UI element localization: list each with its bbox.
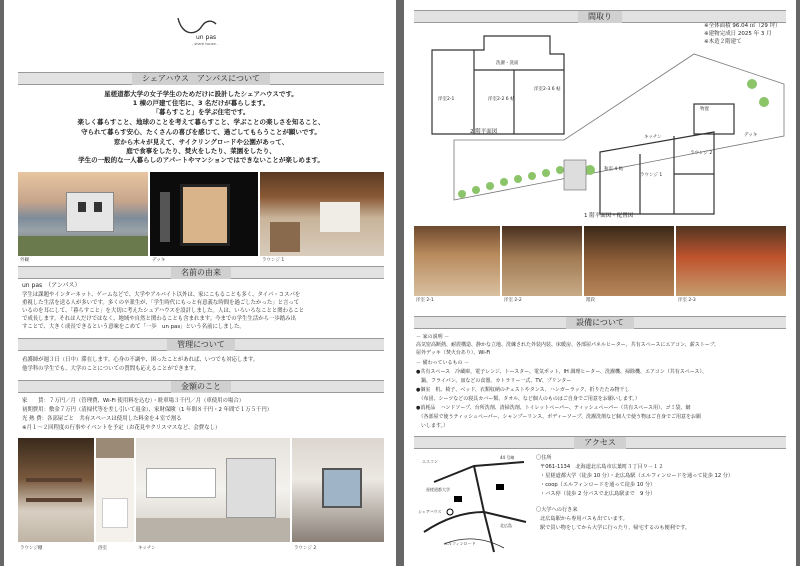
caption-lounge2: ラウンジ 2 (294, 546, 317, 551)
photo-lounge2 (292, 438, 384, 542)
caption-stairs: 階段 (586, 298, 595, 303)
caption-room-23: 洋室 2-3 (678, 298, 696, 303)
plan-label-room: 洋室2-1 (438, 97, 455, 102)
facilities-line: ●消耗品 ハンドソープ、台所洗剤、清掃洗剤、トイレットペーパー、ティッシュペーパー（共有スペース用）、ゴミ袋、網 (416, 405, 691, 411)
management-line: 他学科の学生でも、大学のことについての質問も応えることができます。 (22, 366, 200, 372)
plan-label-room: デッキ (744, 133, 758, 138)
plan-label-room: 洋室2-3 6 帖 (534, 87, 561, 92)
photo-lounge1 (260, 172, 384, 256)
name-line: un pas （アンパス） (22, 282, 81, 289)
about-title: シェアハウス アンパスについて (132, 73, 270, 85)
intro-line: 星槎道都大学の女子学生のためだけに設計したシェアハウスです。 (104, 90, 298, 98)
map-label: 44 号線 (500, 455, 515, 460)
access-banner (414, 436, 786, 449)
photo-kitchen (136, 438, 290, 542)
caption-lounge-shelf: ラウンジ棚 (20, 546, 43, 551)
management-banner (18, 338, 384, 351)
logo-name: un pas (196, 34, 217, 41)
map-label: 星槎道都大学 (426, 487, 450, 492)
plan-label-room: キッチン (644, 135, 662, 140)
caption-bath: 浴室 (98, 546, 107, 551)
plan-label-room: 洗濯・洗面 (496, 61, 519, 66)
facilities-line: 屋外デッキ（焚火台あり）、Wi-Fi (416, 350, 491, 356)
plan-label-floor1: 1 階平面図・配置図 (584, 213, 634, 219)
caption-room-21: 洋室 2-1 (416, 298, 434, 303)
plan-label-room: 和室 4 帖 (604, 167, 624, 172)
map-label: エルフィンロード (444, 541, 476, 546)
intro-line: 守られて暮らす安心、たくさんの喜びを感じて、過ごしてもらうことが願いです。 (81, 128, 321, 136)
plan-label-room: 洋室2-2 6 帖 (488, 97, 515, 102)
intro-line: 庭で食事をしたり、焚火をしたり、菜園をしたり、 (126, 147, 276, 155)
plan-label-room: ラウンジ 2 (690, 151, 713, 156)
photo-lounge-shelf (18, 438, 94, 542)
name-line: で成長します。それは人だけではなく、地域や自然と関わることも含まれます。今までの学生生活から一歩踏み出 (22, 316, 296, 322)
facilities-line: ●個室 机、椅子、ベッド、衣類収納のチェストやタンス、ハンガーラック、折りたたみ物干し (416, 387, 630, 393)
access-line: 〒061-1134 北海道北広島市広葉町３丁目９－１２ (540, 464, 664, 470)
costs-line: 家 賃：７万円／月（管理費、Wi-Fi 使用料を込む）・駐車場３千円／月（車使用の場合） (22, 398, 245, 404)
facilities-line: いします。） (416, 423, 449, 429)
intro-line: 窓から木々が見えて、サイクリングロードや公園があって、 (113, 138, 289, 146)
photo-exterior (18, 172, 148, 256)
intro-line: 「暮らすこと」を学ぶ住宅です。 (152, 108, 250, 116)
access-line: 〇住所 (536, 455, 552, 461)
costs-title: 金額のこと (171, 381, 231, 393)
intro-line: 楽しく暮らすこと、地球のことを考えて暮らすこと、学ぶことの楽しさを知ること、 (77, 118, 325, 126)
costs-banner (18, 380, 384, 393)
left-page (4, 0, 396, 566)
costs-line: ※月１～２回程度の行事やイベントを予定（お花見やクリスマスなど、会費なし） (22, 425, 221, 431)
facilities-line: 高気密高断熱、耐震構造、静かな立地、洗練された外装内装、床暖房、各部屋パネルヒーター、共有スペースにエアコン、薪ストーブ、 (416, 342, 720, 348)
map-label: 北広島 (500, 523, 512, 528)
name-banner (18, 266, 384, 279)
caption-room-22: 洋室 2-2 (504, 298, 522, 303)
map-label: エスコン (422, 459, 438, 464)
access-line: 北広島駅から専用バスも出ています。 (540, 516, 628, 522)
map-label: シェアハウス (418, 509, 442, 514)
facilities-line: 鍋、フライパン、皿などの食器、カトラリー一式、TV、プリンター (416, 378, 572, 384)
plan-info-line: ※建物完成日 2025 年 3 月 (704, 31, 772, 37)
costs-line: 光 熱 費：各部屋ごと 共有スペースは使用した料金を４室で割る (22, 416, 182, 422)
facilities-banner (414, 316, 786, 329)
plan-info-line: ※木造２階建て (704, 39, 742, 45)
intro-line: 1 棟の戸建て住宅に、3 名だけが暮らします。 (132, 99, 270, 107)
caption-deck: デッキ (152, 258, 166, 263)
name-line: 学生は課題やインターネット、ゲームなどで、大学やアルバイト以外は、家にこもることも多く、タイパ・コスパを (22, 292, 301, 298)
facilities-line: － 備わっているもの － (416, 360, 470, 366)
photo-deck (150, 172, 258, 256)
name-title: 名前の由来 (171, 267, 231, 279)
photo-room-23 (676, 226, 786, 296)
facilities-title: 設備について (566, 317, 634, 329)
about-banner (18, 72, 384, 85)
name-line: すことで、大きく成長できるという意味をこめて「一歩 un pas」という名前にしました。 (22, 324, 245, 330)
plan-info-line: ※全体面積 96.04 ㎡（29 坪） (704, 23, 781, 29)
logo (172, 14, 232, 48)
floorplan-drawing (414, 24, 786, 220)
photo-room-22 (502, 226, 582, 296)
access-line: ・星槎道都大学（徒歩 10 分）・北広島駅（エルフィンロードを通って徒歩 12 分） (540, 473, 734, 479)
intro-line: 学生の一般的な一人暮らしのアパートやマンションではできないことが楽しめます。 (78, 156, 324, 164)
photo-room-21 (414, 226, 500, 296)
facilities-line: ●共有スペース 冷蔵庫、電子レンジ、トースター、電気ポット、IH 調理ヒーター、洗濯機、掃除機、エアコン（共有スペース）、 (416, 369, 707, 375)
caption-lounge1: ラウンジ 1 (262, 258, 285, 263)
facilities-line: （各部屋で使うティッシュペーパー、シャンプーリンス、ボディーソープ、洗濯洗剤など個人で使う物はご自身でご用意をお願 (416, 414, 702, 420)
logo-mark (172, 14, 232, 36)
name-line: いるのを耳にして、「暮らすこと」を大切に考えたシェアハウスを設計しました。人は、いろいろなことと関わること (22, 308, 305, 314)
floorplan-title: 間取り (578, 11, 622, 23)
facilities-line: （布団、シーツなどの寝具カバー類、タオル、など個人のものはご自身でご用意をお願いします。） (416, 396, 641, 402)
management-title: 管理について (167, 339, 235, 351)
photo-stairs (584, 226, 674, 296)
plan-label-room: 物置 (700, 107, 709, 112)
plan-label-room: ラウンジ 1 (640, 173, 663, 178)
access-line: ・バス停（徒歩 2 分バスで北広島駅まで 9 分） (540, 491, 656, 497)
photo-bath (96, 438, 134, 542)
caption-exterior: 外観 (20, 258, 29, 263)
management-line: 看護師が週３日（日中）滞在します。心身の不調や、困ったことがあれば、いつでも対応します。 (22, 357, 259, 363)
costs-line: 初期費用：敷金７万円（清掃代等を差し引いて返金）、家財保険（1 年間８千円・2 年間で１万５千円） (22, 407, 273, 413)
access-line: ・coop（エルフィンロードを通って徒歩 10 分） (540, 482, 656, 488)
facilities-line: － 家の説明 － (416, 334, 450, 340)
right-page (404, 0, 796, 566)
access-line: 〇大学への行き来 (536, 507, 578, 513)
plan-label-floor2: 2 階平面図 (470, 129, 498, 135)
access-line: 駅で買い物をしてから大学に行ったり、帰宅するのも便利です。 (540, 525, 691, 531)
access-title: アクセス (574, 437, 626, 449)
logo-sub: - share house - (192, 42, 219, 46)
caption-kitchen: キッチン (138, 546, 156, 551)
name-line: 重視した生活を送る人が多いです。多くの卒業生が、「学生時代にもっと有意義な時間を過ごしたかった」と言って (22, 300, 300, 306)
